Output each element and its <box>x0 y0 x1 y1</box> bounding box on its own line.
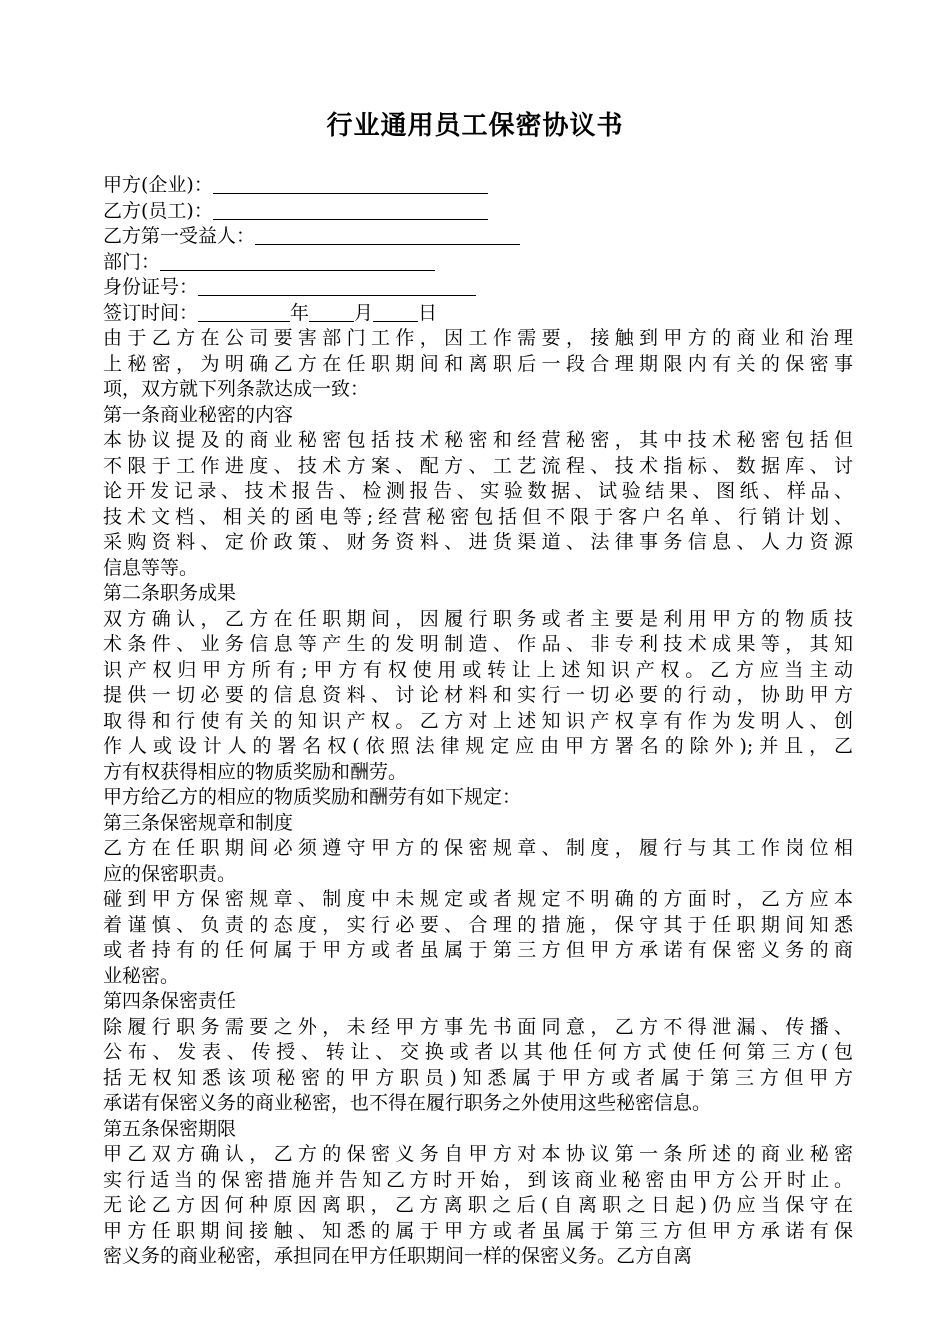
paragraph <box>103 607 853 786</box>
paragraph-line: 甲乙双方确认，乙方的保密义务自甲方对本协议第一条所述的商业秘密 <box>103 1143 853 1165</box>
paragraph-line: 提供一切必要的信息资料、讨论材料和实行一切必要的行动，协助甲方 <box>103 684 853 706</box>
paragraph-line: 乙方在任职期间必须遵守甲方的保密规章、制度，履行与其工作岗位相 <box>103 837 853 859</box>
paragraph-line: 承诺有保密义务的商业秘密，也不得在履行职务之外使用这些秘密信息。 <box>103 1092 712 1114</box>
paragraph-line: 第二条职务成果 <box>103 582 237 604</box>
id-number-field <box>103 275 853 301</box>
paragraph <box>103 326 853 403</box>
paragraph-line: 由于乙方在公司要害部门工作，因工作需要，接触到甲方的商业和治理 <box>103 327 853 349</box>
beneficiary-field <box>103 224 853 250</box>
department-field <box>103 250 853 276</box>
paragraph <box>103 428 853 581</box>
id-number-label: 身份证号： <box>103 276 199 298</box>
id-number-blank <box>198 275 476 296</box>
sign-time-label: 签订时间： <box>103 301 199 324</box>
paragraph-line: 密义务的商业秘密，承担同在甲方任职期间一样的保密义务。乙方自离 <box>103 1245 693 1267</box>
paragraph <box>103 1117 853 1143</box>
paragraph-line: 技术文档、相关的函电等;经营秘密包括但不限于客户名单、行销计划、 <box>103 505 853 528</box>
paragraph-line: 信息等等。 <box>103 556 199 579</box>
paragraph-line: 括无权知悉该项秘密的甲方职员)知悉属于甲方或者属于第三方但甲方 <box>103 1066 853 1089</box>
paragraph-line: 本协议提及的商业秘密包括技术秘密和经营秘密，其中技术秘密包括但 <box>103 429 853 451</box>
paragraph-line: 应的保密职责。 <box>103 862 237 885</box>
paragraph <box>103 1015 853 1117</box>
party-a-label: 甲方(企业)： <box>103 174 213 196</box>
party-b-field <box>103 199 853 225</box>
paragraph-line: 作人或设计人的署名权(依照法律规定应由甲方署名的除外);并且，乙 <box>103 735 853 757</box>
paragraph-line: 第一条商业秘密的内容 <box>103 403 294 426</box>
paragraph <box>103 887 853 989</box>
beneficiary-blank <box>255 224 520 245</box>
paragraph-line: 采购资料、定价政策、财务资料、进货渠道、法律事务信息、人力资源 <box>103 531 853 553</box>
paragraph-line: 公布、发表、传授、转让、交换或者以其他任何方式使任何第三方(包 <box>103 1041 853 1063</box>
year-label: 年 <box>290 301 310 324</box>
month-label: 月 <box>354 301 374 324</box>
party-b-blank <box>213 199 488 220</box>
paragraph-line: 取得和行使有关的知识产权。乙方对上述知识产权享有作为发明人、创 <box>103 709 853 732</box>
day-blank <box>373 301 418 322</box>
month-blank <box>309 301 354 322</box>
paragraph-line: 甲方给乙方的相应的物质奖励和酬劳有如下规定： <box>103 786 522 808</box>
paragraph-line: 不限于工作进度、技术方案、配方、工艺流程、技术指标、数据库、讨 <box>103 454 853 477</box>
party-a-blank <box>213 173 488 194</box>
paragraph <box>103 1142 853 1270</box>
sign-time-field <box>103 301 853 327</box>
department-label: 部门： <box>103 250 161 273</box>
paragraph <box>103 785 853 811</box>
paragraph-line: 项，双方就下列条款达成一致： <box>103 378 370 400</box>
paragraph-line: 除履行职务需要之外，未经甲方事先书面同意，乙方不得泄漏、传播、 <box>103 1015 853 1038</box>
paragraph-line: 识产权归甲方所有;甲方有权使用或转让上述知识产权。乙方应当主动 <box>103 658 853 681</box>
paragraph-line: 论开发记录、技术报告、检测报告、实验数据、试验结果、图纸、样品、 <box>103 480 853 502</box>
paragraph-line: 或者持有的任何属于甲方或者虽属于第三方但甲方承诺有保密义务的商 <box>103 939 853 961</box>
beneficiary-label: 乙方第一受益人： <box>103 225 256 247</box>
day-label: 日 <box>418 301 438 324</box>
paragraph <box>103 836 853 887</box>
paragraph-line: 双方确认，乙方在任职期间，因履行职务或者主要是利用甲方的物质技 <box>103 607 853 630</box>
paragraph-line: 甲方任职期间接触、知悉的属于甲方或者虽属于第三方但甲方承诺有保 <box>103 1219 853 1242</box>
paragraph-line: 着谨慎、负责的态度，实行必要、合理的措施，保守其于任职期间知悉 <box>103 913 853 936</box>
paragraph <box>103 811 853 837</box>
paragraph-line: 术条件、业务信息等产生的发明制造、作品、非专利技术成果等，其知 <box>103 633 853 655</box>
document-body <box>103 173 853 1270</box>
paragraph-line: 碰到甲方保密规章、制度中未规定或者规定不明确的方面时，乙方应本 <box>103 888 853 910</box>
paragraph-line: 第五条保密期限 <box>103 1117 237 1140</box>
paragraph-line: 实行适当的保密措施并告知乙方时开始，到该商业秘密由甲方公开时止。 <box>103 1168 853 1191</box>
paragraph-line: 方有权获得相应的物质奖励和酬劳。 <box>103 760 408 783</box>
department-blank <box>160 250 435 271</box>
paragraph-line: 上秘密，为明确乙方在任职期间和离职后一段合理期限内有关的保密事 <box>103 352 853 375</box>
year-blank <box>198 301 290 322</box>
paragraph <box>103 581 853 607</box>
party-a-field <box>103 173 853 199</box>
paragraph-line: 业秘密。 <box>103 964 180 987</box>
paragraph <box>103 403 853 429</box>
document-title: 行业通用员工保密协议书 <box>326 111 624 141</box>
party-b-label: 乙方(员工)： <box>103 199 213 222</box>
agreement-paragraphs <box>103 326 853 1270</box>
paragraph-line: 第三条保密规章和制度 <box>103 811 294 834</box>
paragraph <box>103 989 853 1015</box>
paragraph-line: 第四条保密责任 <box>103 990 237 1012</box>
paragraph-line: 无论乙方因何种原因离职，乙方离职之后(自离职之日起)仍应当保守在 <box>103 1194 853 1216</box>
